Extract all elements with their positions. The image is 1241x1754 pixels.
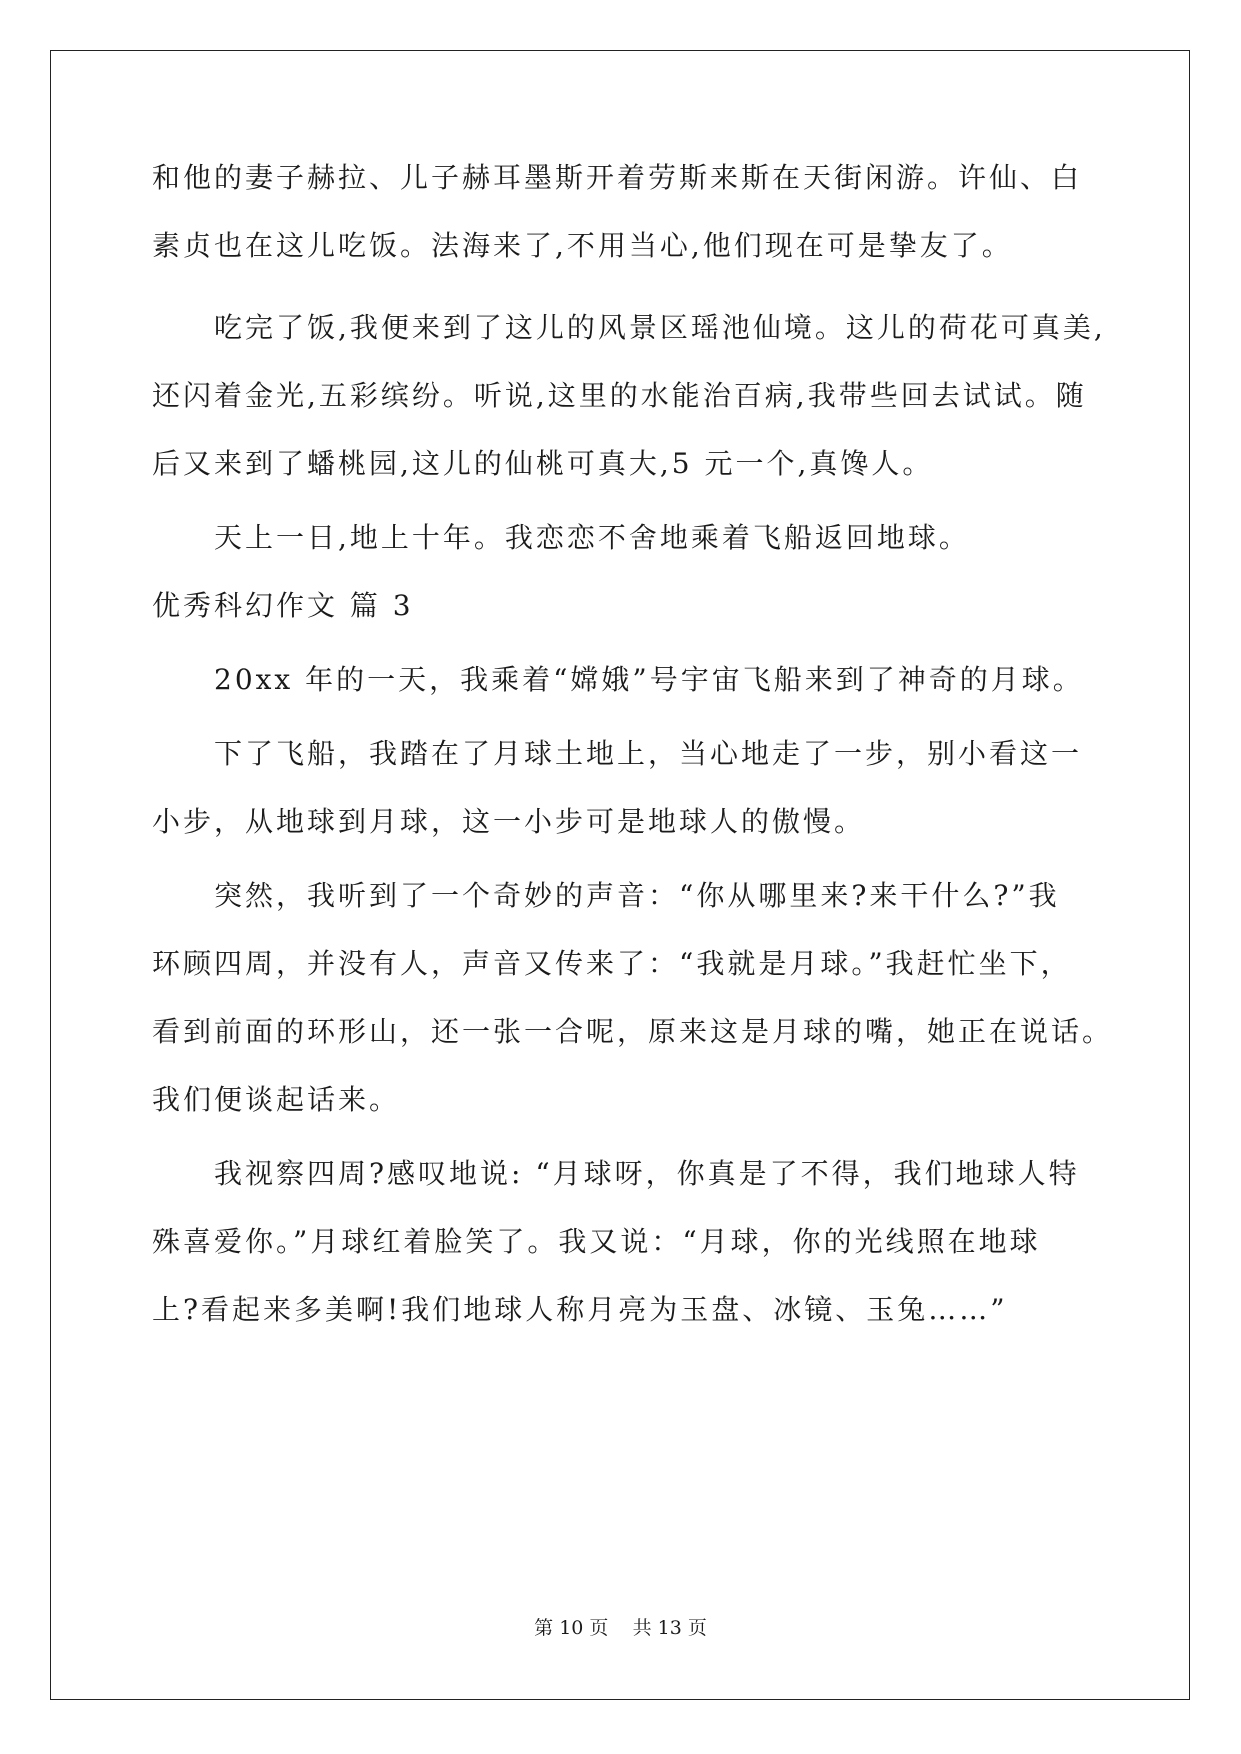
text-line: 天上一日,地上十年。我恋恋不舍地乘着飞船返回地球。	[214, 521, 970, 554]
text-line: 20xx 年的一天，我乘着“嫦娥”号宇宙飞船来到了神奇的月球。	[214, 663, 1084, 696]
text-line: 上?看起来多美啊!我们地球人称月亮为玉盘、冰镜、玉兔……”	[152, 1293, 1008, 1326]
text-line: 我们便谈起话来。	[152, 1083, 401, 1116]
text-line: 突然，我听到了一个奇妙的声音：“你从哪里来?来干什么?”我	[214, 879, 1060, 912]
page-number-footer: 第 10 页 共 13 页	[534, 1617, 707, 1639]
text-line: 素贞也在这儿吃饭。法海来了,不用当心,他们现在可是挚友了。	[152, 229, 1013, 262]
page-border	[50, 50, 1190, 1700]
text-line: 小步，从地球到月球，这一小步可是地球人的傲慢。	[152, 805, 866, 838]
text-line: 我视察四周?感叹地说: “月球呀，你真是了不得，我们地球人特	[214, 1157, 1080, 1190]
section-heading: 优秀科幻作文 篇 3	[152, 589, 414, 622]
text-line: 看到前面的环形山，还一张一合呢，原来这是月球的嘴，她正在说话。	[152, 1015, 1114, 1048]
text-line: 环顾四周，并没有人，声音又传来了：“我就是月球。”我赶忙坐下，	[152, 947, 1072, 980]
text-line: 下了飞船，我踏在了月球土地上，当心地走了一步，别小看这一	[214, 737, 1083, 770]
text-line: 后又来到了蟠桃园,这儿的仙桃可真大,5 元一个,真馋人。	[152, 447, 934, 480]
text-line: 殊喜爱你。”月球红着脸笑了。我又说：“月球，你的光线照在地球	[152, 1225, 1041, 1258]
text-line: 吃完了饭,我便来到了这儿的风景区瑶池仙境。这儿的荷花可真美,	[214, 311, 1106, 344]
text-line: 和他的妻子赫拉、儿子赫耳墨斯开着劳斯来斯在天街闲游。许仙、白	[152, 161, 1083, 194]
text-line: 还闪着金光,五彩缤纷。听说,这里的水能治百病,我带些回去试试。随	[152, 379, 1087, 412]
